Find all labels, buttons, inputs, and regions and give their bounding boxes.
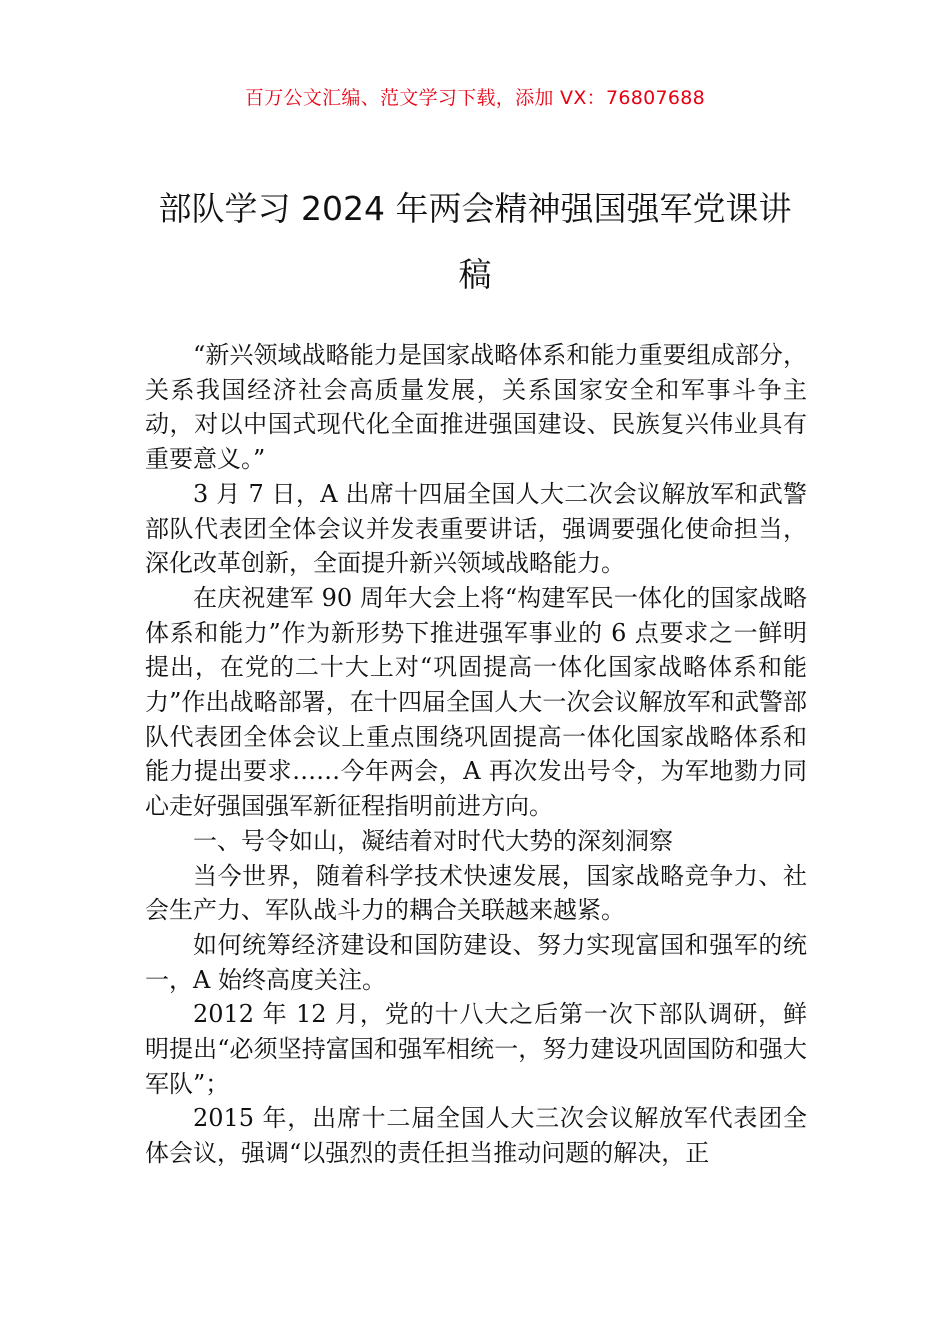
section-heading: 一、号令如山，凝结着对时代大势的深刻洞察 [193,826,673,855]
paragraph: 如何统筹经济建设和国防建设、努力实现富国和强军的统一，A 始终高度关注。 [145,930,807,994]
paragraph: 2012 年 12 月，党的十八大之后第一次下部队调研，鲜明提出“必须坚持富国和强军相统一，努力建设巩固国防和强大军队”； [145,1000,807,1098]
document-title: 部队学习 2024 年两会精神强国强军党课讲稿 [158,189,792,294]
paragraph: 2015 年，出席十二届全国人大三次会议解放军代表团全体会议，强调“以强烈的责任担当推动问题的解决，正 [145,1104,807,1168]
document-body [145,338,807,1171]
paragraph: “新兴领域战略能力是国家战略体系和能力重要组成部分，关系我国经济社会高质量发展，关系国家安全和军事斗争主动，对以中国式现代化全面推进强国建设、民族复兴伟业具有重要意义。” [145,341,807,474]
paragraph: 在庆祝建军 90 周年大会上将“构建军民一体化的国家战略体系和能力”作为新形势下推进强军事业的 6 点要求之一鲜明提出，在党的二十大上对“巩固提高一体化国家战略体系和能力”作出战略部署，在十四届全国人大一次会议解放军和武警部队代表团全体会议上重点围绕巩固提高一体化国家战略体系和能力提出要求……今年两会，A 再次发出号令，为军地勠力同心走好强国强军新征程指明前进方向。 [145,583,807,821]
header-note: 百万公文汇编、范文学习下载，添加 VX：76807688 [244,87,706,109]
paragraph: 当今世界，随着科学技术快速发展，国家战略竞争力、社会生产力、军队战斗力的耦合关联越来越紧。 [145,861,807,925]
paragraph: 3 月 7 日，A 出席十四届全国人大二次会议解放军和武警部队代表团全体会议并发表重要讲话，强调要强化使命担当，深化改革创新，全面提升新兴领域战略能力。 [145,479,807,578]
